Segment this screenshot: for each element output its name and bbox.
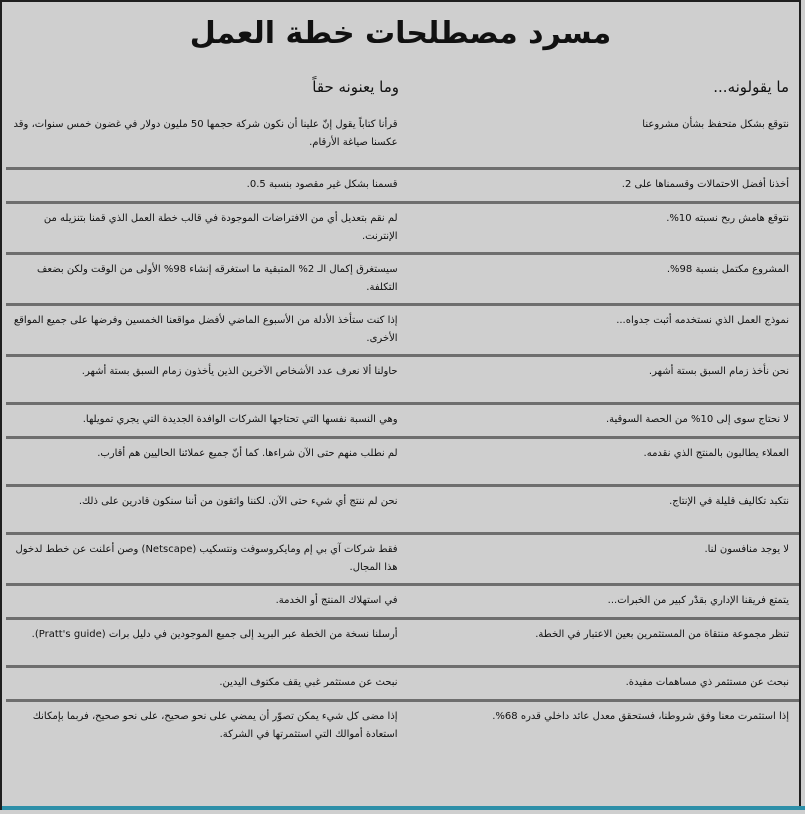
table-row xyxy=(6,110,799,168)
column-header-said: ما يقولونه... xyxy=(713,78,789,96)
said-cell: نحن نأخذ زمام السبق بستة أشهر. xyxy=(408,355,799,403)
table-row xyxy=(6,666,799,700)
meant-cell: حاولنا ألا نعرف عدد الأشخاص الآخرين الذين يأخذون زمام السبق بستة أشهر. xyxy=(6,355,408,403)
said-cell: يتمتع فريقنا الإداري بقدْر كبير من الخبرات... xyxy=(408,584,799,618)
said-cell: نتوقع هامش ربح نسبته 10%. xyxy=(408,202,799,253)
meant-cell: أرسلنا نسخة من الخطة عبر البريد إلى جميع الموجودين في دليل برات (Pratt's guide). xyxy=(6,618,408,666)
table-row xyxy=(6,168,799,202)
said-cell: تنظر مجموعة منتقاة من المستثمرين بعين الاعتبار في الخطة. xyxy=(408,618,799,666)
meant-cell: فقط شركات آي بي إم ومايكروسوفت ونتسكيب (Netscape) وصن أعلنت عن خطط لدخول هذا المجال. xyxy=(6,533,408,584)
said-cell: العملاء يطالبون بالمنتج الذي نقدمه. xyxy=(408,437,799,485)
column-header-meant: وما يعنونه حقاً xyxy=(312,78,399,96)
said-cell: المشروع مكتمل بنسبة 98%. xyxy=(408,253,799,304)
said-cell: نتوقع بشكل متحفظ بشأن مشروعنا xyxy=(408,110,799,168)
meant-cell: نحن لم ننتج أي شيء حتى الآن. لكننا واثقون من أننا سنكون قادرين على ذلك. xyxy=(6,485,408,533)
meant-cell: قسمنا بشكل غير مقصود بنسبة 0.5. xyxy=(6,168,408,202)
said-cell: إذا استثمرت معنا وفق شروطنا، فستحقق معدل عائد داخلي قدره 68%. xyxy=(492,710,789,722)
table-row xyxy=(6,202,799,253)
said-cell: نتكبد تكاليف قليلة في الإنتاج. xyxy=(408,485,799,533)
bottom-accent-bar xyxy=(2,806,805,810)
table-row xyxy=(6,304,799,355)
meant-cell: إذا مضى كل شيء يمكن تصوّر أن يمضي على نحو صحيح، على نحو صحيح، فربما بإمكانك استعادة أموالك التي استثمرتها في الشركة. xyxy=(32,710,398,740)
table-row xyxy=(6,700,799,750)
said-cell: نبحث عن مستثمر ذي مساهمات مفيدة. xyxy=(408,666,799,700)
page-title: مسرد مصطلحات خطة العمل xyxy=(189,16,612,51)
meant-cell: لم نقم بتعديل أي من الافتراضات الموجودة في قالب خطة العمل الذي قمنا بتنزيله من الإنترنت. xyxy=(6,202,408,253)
table-row xyxy=(6,584,799,618)
table-row xyxy=(6,485,799,533)
said-cell: لا يوجد منافسون لنا. xyxy=(408,533,799,584)
table-row xyxy=(6,437,799,485)
glossary-table xyxy=(6,110,799,750)
table-row xyxy=(6,403,799,437)
meant-cell: قرأنا كتاباً يقول إنّ علينا أن نكون شركة حجمها 50 مليون دولار في غضون خمس سنوات، وقد عكسنا صياغة الأرقام. xyxy=(6,110,408,168)
table-row xyxy=(6,355,799,403)
table-row xyxy=(6,253,799,304)
meant-cell: إذا كنت ستأخذ الأدلة من الأسبوع الماضي لأفضل مواقعنا الخمسين وفرضها على جميع المواقع الأخرى. xyxy=(6,304,408,355)
table-row xyxy=(6,618,799,666)
said-cell: أخذنا أفضل الاحتمالات وقسمناها على 2. xyxy=(408,168,799,202)
meant-cell: نبحث عن مستثمر غبي يقف مكتوف اليدين. xyxy=(6,666,408,700)
meant-cell: لم نطلب منهم حتى الآن شراءها. كما أنّ جميع عملائنا الحاليين هم أقارب. xyxy=(6,437,408,485)
table-row xyxy=(6,533,799,584)
said-cell: لا نحتاج سوى إلى 10% من الحصة السوقية. xyxy=(408,403,799,437)
meant-cell: سيستغرق إكمال الـ 2% المتبقية ما استغرقه إنشاء 98% الأولى من الوقت ولكن بضعف التكلفة. xyxy=(6,253,408,304)
said-cell: نموذج العمل الذي نستخدمه أثبت جدواه... xyxy=(408,304,799,355)
meant-cell: في استهلاك المنتج أو الخدمة. xyxy=(6,584,408,618)
meant-cell: وهي النسبة نفسها التي تحتاجها الشركات الوافدة الجديدة التي يجري تمويلها. xyxy=(6,403,408,437)
